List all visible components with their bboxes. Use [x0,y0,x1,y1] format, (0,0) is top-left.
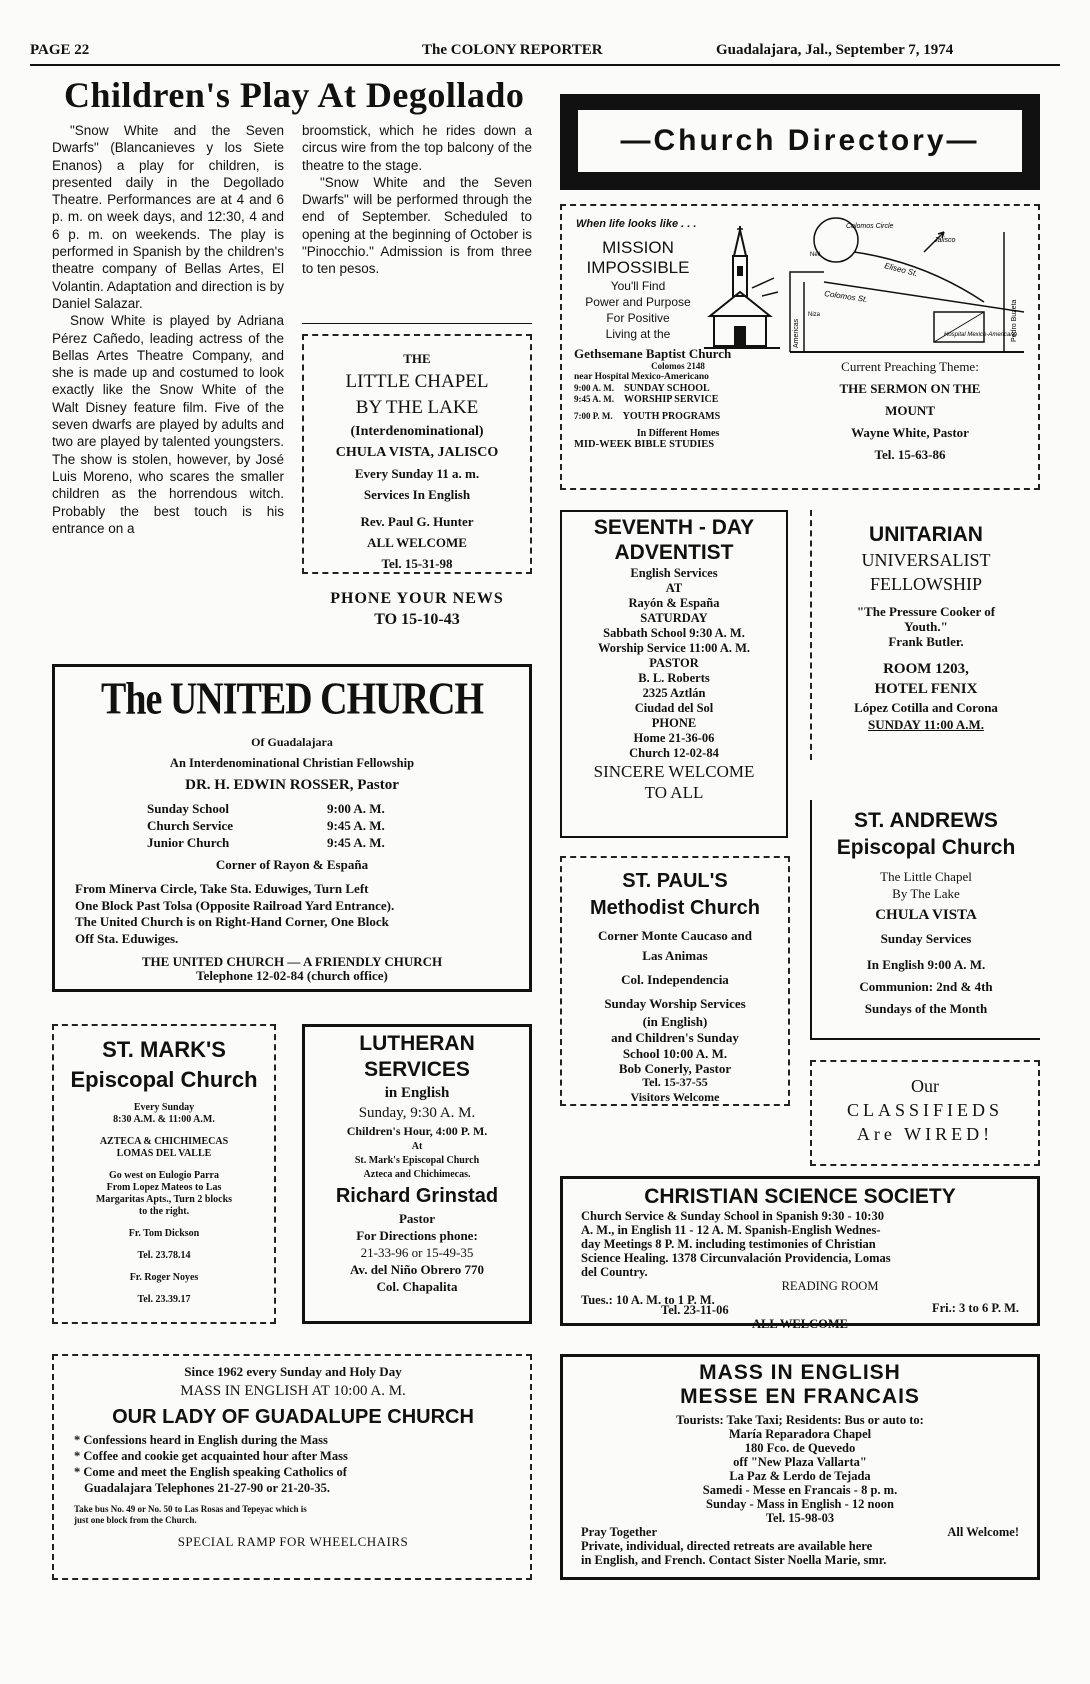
ad-heading: LITTLE CHAPEL [345,371,489,392]
ad-text: Home 21-36-06 [633,731,715,745]
unitarian-ad [810,510,1040,760]
ad-heading: OUR LADY OF GUADALUPE CHURCH [112,1406,474,1428]
ad-text: 8:30 A.M. & 11:00 A.M. [113,1114,215,1125]
ad-text: For Directions phone: [356,1228,478,1243]
lutheran-ad [302,1024,532,1324]
ad-text: López Cotilla and Corona [854,700,998,715]
ad-text: Tel. 23.39.17 [137,1294,191,1305]
ad-heading: Episcopal Church [836,836,1016,859]
map-label: Niza [808,312,821,318]
ad-text: Our [911,1076,939,1096]
ad-text: At [411,1141,423,1152]
ad-text: Colomos 2148 [651,361,705,371]
ad-text: PHONE YOUR NEWS [330,590,504,607]
ad-text: SATURDAY [640,611,708,625]
ad-text: CHULA VISTA, JALISCO [335,445,499,460]
ad-text: SUNDAY 11:00 A.M. [867,717,985,732]
ad-text: One Block Past Tolsa (Opposite Railroad Yard Entrance). [75,897,395,913]
schedule-row [147,834,529,851]
ad-text: in English [384,1085,450,1101]
service-row [574,394,782,405]
christian-science-ad [560,1176,1040,1331]
ad-text: 2325 Aztlán [642,686,706,700]
ad-text: Sundays of the Month [864,1001,988,1016]
service-name: YOUTH PROGRAMS [622,411,721,422]
schedule-time: 9:00 A. M. [327,801,385,816]
ad-text: Samedi - Messe en Francais - 8 p. m. [702,1483,898,1497]
ad-text: From Minerva Circle, Take Sta. Eduwiges, Turn Left [75,881,369,896]
gethsemane-ad [560,204,1040,490]
ad-text: By The Lake [892,886,960,901]
phone-news [302,588,532,630]
ad-text: READING ROOM [781,1279,879,1293]
classifieds-ad [810,1060,1040,1166]
ad-heading: UNITARIAN [869,523,983,546]
ad-text: Col. Chapalita [376,1279,458,1294]
ad-text: 180 Fco. de Quevedo [744,1441,856,1455]
ad-text: Every Sunday [133,1102,195,1113]
ad-text: From Lopez Mateos to Las [106,1182,222,1193]
ad-text: and Children's Sunday [611,1030,739,1045]
ad-text: Frank Butler. [888,634,964,649]
ad-text: PASTOR [649,656,699,670]
map-label: Americas [793,318,800,348]
ad-text: Church Service & Sunday School in Spanish 9:30 - 10:30 [581,1209,884,1223]
directory-title: —Church Directory— [620,124,980,157]
ad-text: AZTECA & CHICHIMECAS [99,1136,229,1147]
ad-text: Tel. 15-63-86 [874,447,946,462]
ad-text: off "New Plaza Vallarta" [733,1455,867,1469]
story-column-1 [52,122,284,537]
ad-text: "The Pressure Cooker of [856,604,996,619]
ad-text: All Welcome! [947,1525,1019,1539]
church-illustration [702,226,782,356]
ad-text: Wayne White, Pastor [851,425,969,440]
ad-text: Rayón & España [628,596,720,610]
ad-text: Sunday Services [880,931,972,946]
service-row [574,383,782,394]
ad-text: CHULA VISTA [875,907,977,923]
map-label: Colomos Circle [846,223,894,230]
ad-heading: MISSION [602,238,674,257]
ad-text: Current Preaching Theme: [841,359,979,374]
ad-heading: The UNITED CHURCH [100,673,484,725]
ad-text: The Little Chapel [880,869,972,884]
ad-text: You'll Find [610,279,666,293]
ad-heading: SEVENTH - DAY [593,516,755,539]
ad-text: ALL WELCOME [752,1317,848,1331]
ad-text: CLASSIFIEDS [846,1100,1004,1120]
location-map [784,212,1034,358]
ad-text: Tel. 15-98-03 [765,1511,835,1525]
ad-text: Communion: 2nd & 4th [859,979,993,994]
story-headline: Children's Play At Degollado [64,75,525,115]
ad-text: SINCERE WELCOME [593,762,755,781]
story-paragraph: "Snow White and the Seven Dwarfs" will be performed through the end of September. Scheduled to opening at the beginning of October is "Pinocchio." Admission is from three to ten pesos. [302,174,532,277]
church-directory-banner [560,94,1040,190]
ad-text: * Come and meet the English speaking Catholics of [74,1465,347,1479]
map-label: Nell [810,252,821,258]
ad-text: Take bus No. 49 or No. 50 to Las Rosas and Tepeyac which is [74,1504,307,1514]
ad-text: Tel. 23-11-06 [661,1303,729,1317]
story-paragraph: broomstick, which he rides down a circus wire from the top balcony of the theatre to the stage. [302,123,532,173]
ad-text: Tourists: Take Taxi; Residents: Bus or auto to: [676,1413,924,1427]
united-church-ad [52,664,532,992]
ad-text: Every Sunday 11 a. m. [354,466,480,481]
story-rule [302,323,532,324]
ad-text: English Services [630,566,718,580]
ad-text: Services In English [363,487,471,502]
st-andrews-ad [810,800,1040,1040]
ad-text: A. M., in English 11 - 12 A. M. Spanish-English Wednes- [581,1223,881,1237]
map-label: Pedro Buzeta [1011,299,1018,342]
ad-text: Guadalajara Telephones 21-27-90 or 21-20-35. [84,1481,330,1495]
mission-block [572,238,704,342]
ad-heading: MASS IN ENGLISH [699,1361,901,1384]
ad-heading: BY THE LAKE [355,397,479,418]
ad-heading: Gethsemane Baptist Church [574,346,732,361]
ad-text: Off Sta. Eduwiges. [75,930,179,946]
ad-text: Tel. 15-31-98 [381,556,453,571]
ad-heading: Methodist Church [590,897,760,919]
schedule-row [147,817,529,834]
schedule-row [147,800,529,817]
ad-text: Sabbath School 9:30 A. M. [603,626,745,640]
ad-text: Telephone 12-02-84 (church office) [196,968,388,983]
ad-text: TO 15-10-43 [374,611,460,628]
ad-text: Children's Hour, 4:00 P. M. [346,1124,488,1138]
ad-heading: UNIVERSALIST [861,550,991,570]
ad-text: Col. Independencia [621,972,729,987]
ad-text: In English 9:00 A. M. [866,957,986,972]
schedule-label: Church Service [147,818,234,833]
ad-text: Sunday - Mass in English - 12 noon [706,1497,894,1511]
ad-text: María Reparadora Chapel [728,1427,872,1441]
ad-heading: Richard Grinstad [335,1185,499,1207]
ad-heading: ST. ANDREWS [854,809,998,832]
ad-text: THE SERMON ON THE [839,381,981,396]
ad-text: Power and Purpose [585,295,691,309]
ad-text: in English, and French. Contact Sister Noella Marie, smr. [581,1553,887,1567]
schedule-label: Sunday School [147,801,230,816]
ad-text: Pray Together [581,1525,658,1539]
ad-text: Pastor [398,1211,436,1226]
service-name: SUNDAY SCHOOL [624,383,710,394]
ad-text: HOTEL FENIX [874,681,978,697]
ad-text: ALL WELCOME [367,535,467,550]
ad-text: THE [403,351,431,366]
ad-text: Science Healing. 1378 Circunvalación Providencia, Lomas [581,1251,891,1265]
ad-text: Since 1962 every Sunday and Holy Day [184,1364,402,1379]
map-label: Hospital Mexico-Americano [944,332,1018,338]
map-label: Jalisco [934,237,956,244]
ad-text: MASS IN ENGLISH AT 10:00 A. M. [180,1383,406,1399]
map-label: Colomos St. [823,289,869,305]
ad-heading: ST. PAUL'S [622,870,728,892]
ad-heading: ST. MARK'S [102,1037,226,1062]
ad-heading: Episcopal Church [70,1067,258,1092]
ad-text: In Different Homes [636,428,720,439]
ad-heading: LUTHERAN [359,1032,475,1055]
ad-heading: IMPOSSIBLE [586,258,690,277]
story-paragraph: Snow White is played by Adriana Pérez Cañedo, leading actress of the Bellas Artes Theatre Company, and she is made up and costumed to look exactly like the Snow White of the Walt Disney feature film. Five of the seven dwarfs are played by adults and two are played by talented youngsters. The show is stolen, however, by José Luis Moreno, who scares the smaller children as the horrendous witch. Probably the best touch is his entrance on a [52,313,284,536]
ad-text: For Positive [606,311,670,325]
ad-text: ROOM 1203, [883,661,969,677]
ad-text: Rev. Paul G. Hunter [360,514,474,529]
schedule-time: 9:45 A. M. [327,835,385,850]
ad-text: Las Animas [642,948,708,963]
gethsemane-details [574,346,782,450]
ad-heading: SERVICES [364,1058,470,1081]
ad-text: Corner of Rayon & España [215,857,369,872]
preaching-block [790,356,1030,466]
ad-text: Tel. 15-37-55 [642,1075,708,1089]
ad-text: The United Church is on Right-Hand Corner, One Block [75,914,389,929]
ad-text: * Confessions heard in English during the Mass [74,1433,328,1447]
ad-text: An Interdenominational Christian Fellowship [169,756,415,770]
ad-text: Are WIRED! [856,1124,994,1144]
map-label: Eliseo St. [883,261,919,279]
ad-text: St. Mark's Episcopal Church [354,1155,480,1166]
ad-text: School 10:00 A. M. [622,1046,728,1061]
ad-text: (in English) [642,1014,708,1029]
ad-text: Visitors Welcome [630,1090,720,1104]
ad-text: Azteca and Chichimecas. [363,1169,471,1180]
ad-text: day Meetings 8 P. M. including testimonies of Christian [581,1237,876,1251]
ad-text: LOMAS DEL VALLE [116,1148,212,1159]
little-chapel-ad [302,334,532,574]
ad-text: When life looks like . . . [576,218,697,230]
schedule-time: 9:45 A. M. [327,818,385,833]
ad-heading: FELLOWSHIP [870,574,982,594]
ad-heading: ADVENTIST [614,541,734,564]
ad-text: just one block from the Church. [74,1515,197,1525]
ad-text: Youth." [904,619,948,634]
ad-text: Fr. Roger Noyes [129,1272,199,1283]
ad-text: Tues.: 10 A. M. to 1 P. M. [581,1293,715,1307]
ad-text: THE UNITED CHURCH — A FRIENDLY CHURCH [141,954,443,969]
ad-text: TO ALL [644,783,704,802]
ad-text: del Country. [581,1265,648,1279]
ad-text: SPECIAL RAMP FOR WHEELCHAIRS [177,1534,409,1549]
directions [75,881,529,947]
schedule-table [147,800,529,851]
ad-heading: MESSE EN FRANCAIS [680,1385,920,1408]
ad-text: Sunday, 9:30 A. M. [358,1105,476,1121]
ad-text: Church 12-02-84 [629,746,719,760]
ad-text: Ciudad del Sol [634,701,714,715]
ad-text: Tel. 23.78.14 [137,1250,191,1261]
ad-text: DR. H. EDWIN ROSSER, Pastor [185,777,399,793]
ad-text: Fr. Tom Dickson [128,1228,200,1239]
ad-text: Av. del Niño Obrero 770 [350,1262,484,1277]
ad-text: MID-WEEK BIBLE STUDIES [574,439,715,450]
ad-text: MOUNT [885,403,935,418]
ad-text: to the right. [138,1206,190,1217]
ad-text: Sunday Worship Services [604,996,746,1011]
pray-row [581,1525,1019,1539]
service-time: 7:00 P. M. [574,411,613,421]
st-marks-ad [52,1024,276,1324]
ad-text: near Hospital Mexico-Americano [574,372,709,382]
guadalupe-ad [52,1354,532,1580]
ad-text: Corner Monte Caucaso and [598,928,752,943]
ad-text: Private, individual, directed retreats are available here [581,1539,873,1553]
ad-text: La Paz & Lerdo de Tejada [729,1469,871,1483]
service-time: 9:00 A. M. [574,383,614,393]
story-paragraph: "Snow White and the Seven Dwarfs" (Blancanieves y los Siete Enanos) a play for children, is presented daily in the Degollado Theatre. Performances are at 4 and 6 p. m. on week days, and 12:30, 4 and 6 p. m. on weekends. The play is performed in Spanish by the children's theatre company of Bellas Artes, El Volantin. Adaptation and direction is by Daniel Salazar. [52,123,284,311]
ad-text: Bob Conerly, Pastor [618,1061,732,1076]
ad-text: Living at the [605,327,671,341]
paper-name: The COLONY REPORTER [422,42,603,58]
ad-text: * Coffee and cookie get acquainted hour after Mass [74,1449,348,1463]
adventist-ad [560,510,788,838]
ad-text: AT [665,581,683,595]
ad-text: PHONE [651,716,697,730]
service-name: WORSHIP SERVICE [624,394,719,405]
header-rule [30,64,1060,66]
service-time: 9:45 A. M. [574,394,614,404]
st-pauls-ad [560,856,790,1106]
story-column-2 [302,122,532,278]
ad-heading: CHRISTIAN SCIENCE SOCIETY [644,1185,956,1208]
ad-text: Worship Service 11:00 A. M. [597,641,751,655]
ad-text: Fri.: 3 to 6 P. M. [931,1301,1019,1315]
mass-english-ad [560,1354,1040,1580]
dateline: Guadalajara, Jal., September 7, 1974 [716,42,954,58]
service-row [574,411,782,422]
ad-text: (Interdenominational) [350,424,484,439]
ad-text: B. L. Roberts [638,671,710,685]
ad-text: Margaritas Apts., Turn 2 blocks [95,1194,233,1205]
ad-text: 21-33-96 or 15-49-35 [360,1245,474,1260]
page-number: PAGE 22 [30,42,90,58]
schedule-label: Junior Church [147,835,230,850]
ad-text: Of Guadalajara [251,735,333,749]
ad-text: Go west on Eulogio Parra [109,1170,219,1181]
